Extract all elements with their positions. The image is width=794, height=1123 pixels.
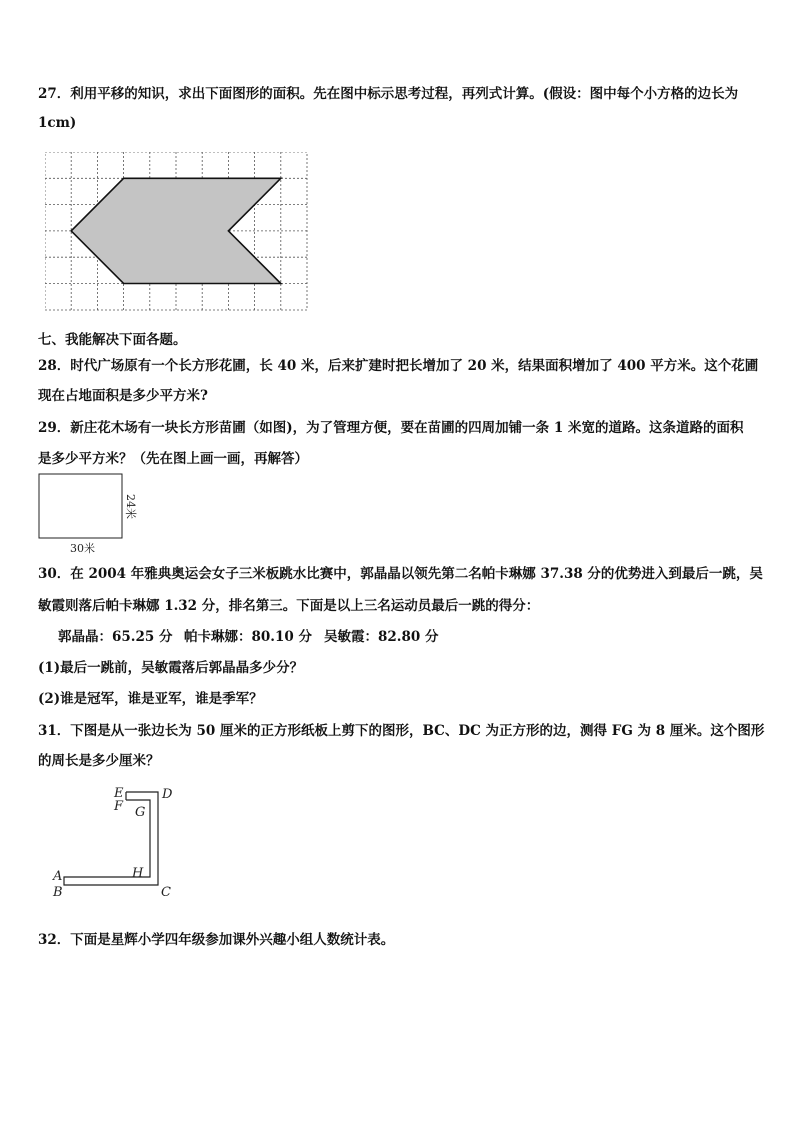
q30-subquestion-1: (1)最后一跳前，吴敏霞落后郭晶晶多少分？	[38, 660, 304, 676]
q31-label-C: C	[161, 885, 171, 900]
q27-grid-figure	[45, 152, 311, 312]
q30-score-3: 吴敏霞：82.80 分	[324, 629, 439, 645]
section-heading: 七、我能解决下面各题。	[38, 332, 187, 348]
q30-subquestion-2: (2)谁是冠军，谁是亚军，谁是季军？	[38, 691, 263, 707]
q27-text-line2: 1cm)	[38, 115, 77, 131]
q31-label-B: B	[53, 885, 63, 900]
q31-label-E: E	[114, 786, 124, 801]
q30-score-1: 郭晶晶：65.25 分	[58, 629, 173, 645]
q28-text-line1: 28．时代广场原有一个长方形花圃，长 40 米，后来扩建时把长增加了 20 米，结果面积增加了 400 平方米。这个花圃	[38, 358, 759, 374]
q29-text-line2: 是多少平方米？（先在图上画一画，再解答）	[38, 451, 308, 467]
q32-text-line1: 32．下面是星辉小学四年级参加课外兴趣小组人数统计表。	[38, 932, 395, 948]
q31-label-F: F	[114, 799, 124, 814]
q31-label-D: D	[162, 787, 173, 802]
q30-score-2: 帕卡琳娜：80.10 分	[184, 629, 312, 645]
q31-label-A: A	[53, 869, 63, 884]
q31-label-G: G	[135, 805, 146, 820]
q30-text-line1: 30．在 2004 年雅典奥运会女子三米板跳水比赛中，郭晶晶以领先第二名帕卡琳娜 37.38 分的优势进入到最后一跳，吴	[38, 566, 763, 582]
q29-side-label: 24米	[124, 494, 137, 519]
q31-text-line1: 31．下图是从一张边长为 50 厘米的正方形纸板上剪下的图形，BC、DC 为正方形的边，测得 FG 为 8 厘米。这个图形	[38, 723, 765, 739]
q31-l-shape-figure	[50, 782, 190, 904]
q27-text-line1: 27．利用平移的知识，求出下面图形的面积。先在图中标示思考过程，再列式计算。(假设：图中每个小方格的边长为	[38, 86, 739, 102]
q29-bottom-label: 30米	[70, 542, 95, 555]
q31-label-H: H	[132, 866, 144, 881]
q28-text-line2: 现在占地面积是多少平方米?	[38, 388, 208, 404]
q30-text-line2: 敏霞则落后帕卡琳娜 1.32 分，排名第三。下面是以上三名运动员最后一跳的得分：	[38, 598, 540, 614]
q31-text-line2: 的周长是多少厘米？	[38, 753, 160, 769]
q29-rectangle-figure	[36, 472, 146, 556]
q29-text-line1: 29．新庄花木场有一块长方形苗圃（如图)，为了管理方便，要在苗圃的四周加铺一条 1 米宽的道路。这条道路的面积	[38, 420, 744, 436]
